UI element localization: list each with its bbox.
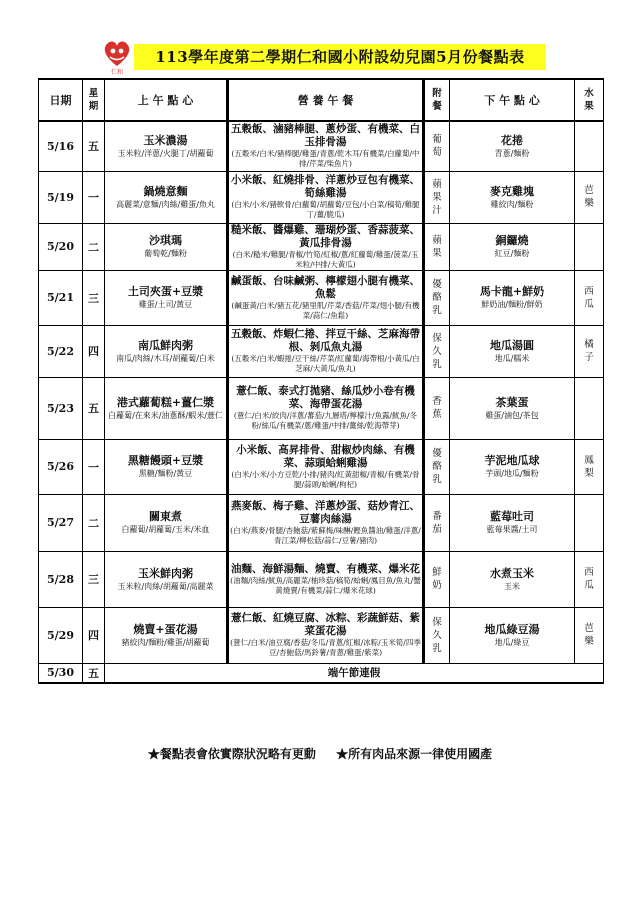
afternoon-snack-title: 馬卡龍+鮮奶	[479, 285, 545, 298]
header-week: 星期	[83, 79, 105, 121]
cell-lunch	[228, 377, 424, 439]
header-row	[39, 79, 604, 121]
cell-weekday: 二	[83, 494, 105, 551]
cell-fruit: 橘子	[575, 325, 604, 377]
meal-table	[38, 78, 604, 684]
cell-fruit	[575, 494, 604, 551]
afternoon-snack-title: 藍莓吐司	[490, 510, 534, 523]
cell-date: 5/29	[39, 607, 83, 663]
logo-text: 仁和	[110, 69, 124, 76]
afternoon-snack-ingredients: 地瓜/糯米	[494, 353, 530, 363]
cell-date: 5/26	[39, 439, 83, 494]
cell-morning-snack	[105, 270, 228, 325]
cell-weekday: 五	[83, 377, 105, 439]
cell-date: 5/28	[39, 551, 83, 607]
cell-date: 5/30	[39, 663, 83, 683]
cell-afternoon-snack	[450, 551, 575, 607]
lunch-title: 小米飯、高昇排骨、甜椒炒肉絲、有機菜、蒜頭蛤蜊雞湯	[236, 443, 415, 469]
lunch-title: 薏仁飯、泰式打拋豬、絲瓜炒小卷有機菜、海帶蛋花湯	[236, 385, 415, 410]
lunch-ingredients: (油麵/肉絲/魷魚/高麗菜/柚珍菇/稿筍/蛤蜊/鳳目魚/魚丸/蟹黃燒賣/有機菜/蒜仁/爆米花球)	[230, 575, 421, 595]
cell-afternoon-snack	[450, 439, 575, 494]
cell-side-dish: 優酪乳	[424, 270, 450, 325]
afternoon-snack-ingredients: 藍莓果醬/土司	[486, 525, 538, 534]
cell-side-dish: 香蕉	[424, 377, 450, 439]
lunch-title: 油麵、海鮮湯麵、燒賣、有機菜、爆米花	[231, 562, 420, 575]
cell-fruit	[575, 377, 604, 439]
cell-afternoon-snack	[450, 270, 575, 325]
footer-note-changes: ★餐點表會依實際狀況略有更動	[147, 747, 316, 761]
cell-weekday: 五	[83, 121, 105, 171]
lunch-ingredients: (五穀米/白米/蝦捲/豆干絲/芹菜/紅蘿蔔/海帶根/小黃瓜/白芝麻/大黃瓜/魚丸)	[231, 354, 420, 373]
cell-side-dish: 保久乳	[424, 325, 450, 377]
cell-side-dish: 優酪乳	[424, 439, 450, 494]
cell-afternoon-snack	[450, 223, 575, 270]
cell-date: 5/21	[39, 270, 83, 325]
afternoon-snack-title: 花捲	[501, 133, 523, 147]
cell-lunch	[228, 325, 424, 377]
lunch-ingredients: (薏仁/白米/油豆腐/香菇/冬瓜/青蔥/紅椒/冰粽/玉米筍/四季豆/杏鮑菇/馬鈴薯/青蔥/雞蛋/紫菜)	[230, 638, 421, 657]
morning-snack-title: 沙琪瑪	[149, 234, 182, 247]
lunch-title: 小米飯、紅燒排骨、洋蔥炒豆包有機菜、筍絲雞湯	[231, 174, 420, 199]
header-side: 附餐	[424, 79, 450, 121]
school-logo-icon	[100, 36, 134, 76]
morning-snack-ingredients: 白蘿蔔/在來米/油蔥酥/蝦米/薏仁	[108, 410, 223, 420]
cell-weekday: 一	[83, 171, 105, 223]
cell-lunch	[228, 270, 424, 325]
cell-morning-snack	[105, 494, 228, 551]
lunch-title: 糙米飯、醬爆雞、珊瑚炒蛋、香蒜菠菜、黃瓜排骨湯	[231, 223, 420, 249]
lunch-title: 五穀飯、滷豬棒腿、蔥炒蛋、有機菜、白玉排骨湯	[231, 123, 420, 149]
lunch-ingredients: (白米/小米/豬軟骨/白蘿蔔/胡蘿蔔/豆包/小白菜/稿筍/雞腿丁/薑/脆瓜)	[231, 200, 420, 219]
header-lunch: 營 養 午 餐	[228, 79, 424, 121]
morning-snack-ingredients: 豬絞肉/麵粉/雞蛋/胡蘿蔔	[121, 637, 210, 647]
cell-lunch	[228, 121, 424, 171]
header-date: 日期	[39, 79, 83, 121]
afternoon-snack-title: 地瓜湯圓	[490, 338, 534, 352]
cell-side-dish: 保久乳	[424, 607, 450, 663]
cell-weekday: 五	[83, 663, 105, 683]
afternoon-snack-title: 芋泥地瓜球	[484, 454, 540, 467]
afternoon-snack-ingredients: 雞絞肉/麵粉	[490, 199, 534, 209]
afternoon-snack-title: 水煮玉米	[490, 566, 534, 580]
cell-afternoon-snack	[450, 494, 575, 551]
table-row	[39, 223, 604, 270]
holiday-notice: 端午節連假	[105, 663, 604, 683]
cell-weekday: 四	[83, 325, 105, 377]
cell-morning-snack	[105, 439, 228, 494]
afternoon-snack-ingredients: 鮮奶油/麵粉/鮮奶	[481, 300, 543, 309]
afternoon-snack-ingredients: 紅豆/麵粉	[494, 249, 530, 258]
morning-snack-title: 黑糖饅頭+豆漿	[127, 454, 204, 467]
cell-fruit: 西瓜	[575, 270, 604, 325]
cell-date: 5/20	[39, 223, 83, 270]
footer-note-meat-origin: ★所有肉品來源一律使用國產	[336, 747, 493, 761]
cell-weekday: 四	[83, 607, 105, 663]
lunch-ingredients: (白米/燕麥/骨腿/杏鮑菇/紫蘇梅/味醂/鰹魚醬油/雞蛋/洋蔥/青江菜/柳松菇/蒜仁/豆薯/豬肉)	[230, 525, 421, 545]
table-row	[39, 551, 604, 607]
cell-afternoon-snack	[450, 121, 575, 171]
header-fruit: 水果	[575, 79, 604, 121]
lunch-title: 燕麥飯、梅子雞、洋蔥炒蛋、菇炒青江、豆薯肉絲湯	[231, 499, 420, 525]
table-row	[39, 607, 604, 663]
cell-fruit: 西瓜	[575, 551, 604, 607]
header-morning: 上 午 點 心	[105, 79, 228, 121]
footer-notes	[0, 745, 640, 762]
cell-lunch	[228, 223, 424, 270]
cell-fruit	[575, 223, 604, 270]
afternoon-snack-ingredients: 芋頭/地瓜/麵粉	[485, 469, 539, 478]
holiday-row	[39, 663, 604, 683]
cell-morning-snack	[105, 607, 228, 663]
afternoon-snack-ingredients: 青蔥/麵粉	[494, 148, 530, 158]
table-row	[39, 325, 604, 377]
morning-snack-ingredients: 玉米粒/肉絲/胡蘿蔔/高麗菜	[117, 581, 214, 591]
morning-snack-title: 土司夾蛋+豆漿	[127, 285, 204, 298]
cell-morning-snack	[105, 223, 228, 270]
afternoon-snack-title: 銅鑼燒	[495, 234, 529, 247]
morning-snack-title: 關東煮	[149, 510, 182, 523]
lunch-title: 薏仁飯、紅燒豆腐、冰粽、彩蔬鮮菇、紫菜蛋花湯	[231, 612, 420, 637]
table-row	[39, 439, 604, 494]
cell-morning-snack	[105, 551, 228, 607]
cell-weekday: 三	[83, 270, 105, 325]
morning-snack-ingredients: 南瓜/肉絲/木耳/胡蘿蔔/白米	[116, 353, 215, 363]
cell-lunch	[228, 171, 424, 223]
cell-date: 5/22	[39, 325, 83, 377]
cell-side-dish: 鮮奶	[424, 551, 450, 607]
table-row	[39, 377, 604, 439]
header-afternoon: 下 午 點 心	[450, 79, 575, 121]
morning-snack-title: 玉米鮮肉粥	[138, 566, 193, 580]
morning-snack-title: 玉米濃湯	[143, 133, 188, 147]
afternoon-snack-title: 麥克雞塊	[490, 184, 534, 198]
cell-date: 5/19	[39, 171, 83, 223]
cell-afternoon-snack	[450, 325, 575, 377]
morning-snack-title: 南瓜鮮肉粥	[138, 338, 193, 352]
table-row	[39, 171, 604, 223]
cell-weekday: 一	[83, 439, 105, 494]
table-row	[39, 494, 604, 551]
cell-afternoon-snack	[450, 171, 575, 223]
cell-weekday: 二	[83, 223, 105, 270]
page-title: 113學年度第二學期仁和國小附設幼兒園5月份餐點表	[134, 44, 546, 70]
table-row	[39, 270, 604, 325]
morning-snack-title: 燒賣+蛋花湯	[133, 622, 198, 636]
cell-lunch	[228, 439, 424, 494]
lunch-ingredients: (五穀米/白米/豬棒腿/雞蛋/青蔥/乾木耳/有機菜/白蘿蔔/中排/芹菜/柴魚片)	[231, 149, 420, 169]
cell-side-dish: 蘋果	[424, 223, 450, 270]
morning-snack-title: 鍋燒意麵	[143, 184, 188, 198]
lunch-title: 鹹蛋飯、台味鹹粥、檸檬翅小腿有機菜、魚鬆	[231, 274, 420, 300]
lunch-ingredients: (白米/小米/小方豆乾/小排/豬肉/紅黃甜椒/青椒/有機菜/骨腿/蒜頭/蛤蜊/枸杞)	[231, 469, 420, 489]
cell-morning-snack	[105, 171, 228, 223]
morning-snack-ingredients: 白蘿蔔/胡蘿蔔/玉米/米血	[121, 525, 210, 534]
morning-snack-ingredients: 黑糖/麵粉/黃豆	[138, 469, 193, 478]
cell-morning-snack	[105, 325, 228, 377]
cell-afternoon-snack	[450, 377, 575, 439]
afternoon-snack-title: 茶葉蛋	[495, 395, 529, 409]
cell-fruit	[575, 121, 604, 171]
afternoon-snack-ingredients: 玉米	[504, 581, 520, 591]
afternoon-snack-title: 地瓜綠豆湯	[484, 622, 540, 636]
table-row	[39, 121, 604, 171]
morning-snack-ingredients: 玉米粒/洋蔥/火腿丁/胡蘿蔔	[117, 148, 214, 158]
lunch-ingredients: (白米/糙米/雞腿/青椒/竹筍/紅椒/蔥/紅蘿蔔/雞蛋/菠菜/玉米粒/中排/大黃瓜)	[232, 249, 419, 269]
afternoon-snack-ingredients: 雞蛋/滷包/茶包	[485, 410, 539, 420]
lunch-title: 五穀飯、炸蝦仁捲、拌豆干絲、芝麻海帶根、剝瓜魚丸湯	[231, 328, 420, 353]
cell-side-dish: 蘋果汁	[424, 171, 450, 223]
cell-side-dish: 番茄	[424, 494, 450, 551]
morning-snack-title: 港式蘿蔔糕+薑仁漿	[116, 395, 215, 409]
cell-fruit: 芭樂	[575, 171, 604, 223]
morning-snack-ingredients: 高麗菜/意麵/肉絲/雞蛋/魚丸	[116, 199, 215, 209]
cell-lunch	[228, 551, 424, 607]
cell-fruit: 鳳梨	[575, 439, 604, 494]
cell-side-dish: 葡萄	[424, 121, 450, 171]
cell-date: 5/27	[39, 494, 83, 551]
cell-morning-snack	[105, 121, 228, 171]
cell-lunch	[228, 607, 424, 663]
afternoon-snack-ingredients: 地瓜/綠豆	[494, 637, 530, 647]
cell-morning-snack	[105, 377, 228, 439]
lunch-ingredients: (薏仁/白米/絞肉/洋蔥/蕃茄/九層塔/檸檬汁/魚露/魷魚/冬粉/絲瓜/有機菜/蔥/雞蛋/中排/薑絲/乾海帶芽)	[233, 411, 418, 430]
cell-fruit: 芭樂	[575, 607, 604, 663]
morning-snack-ingredients: 雞蛋/土司/黃豆	[138, 300, 193, 309]
cell-lunch	[228, 494, 424, 551]
cell-date: 5/23	[39, 377, 83, 439]
cell-date: 5/16	[39, 121, 83, 171]
cell-weekday: 三	[83, 551, 105, 607]
morning-snack-ingredients: 葡萄乾/麵粉	[144, 249, 187, 258]
lunch-ingredients: (鹹蛋黃/白米/豬五花/豬里肌/芹菜/香菇/芹菜/翅小腿/有機菜/蒜仁/魚鬆)	[231, 300, 420, 320]
cell-afternoon-snack	[450, 607, 575, 663]
